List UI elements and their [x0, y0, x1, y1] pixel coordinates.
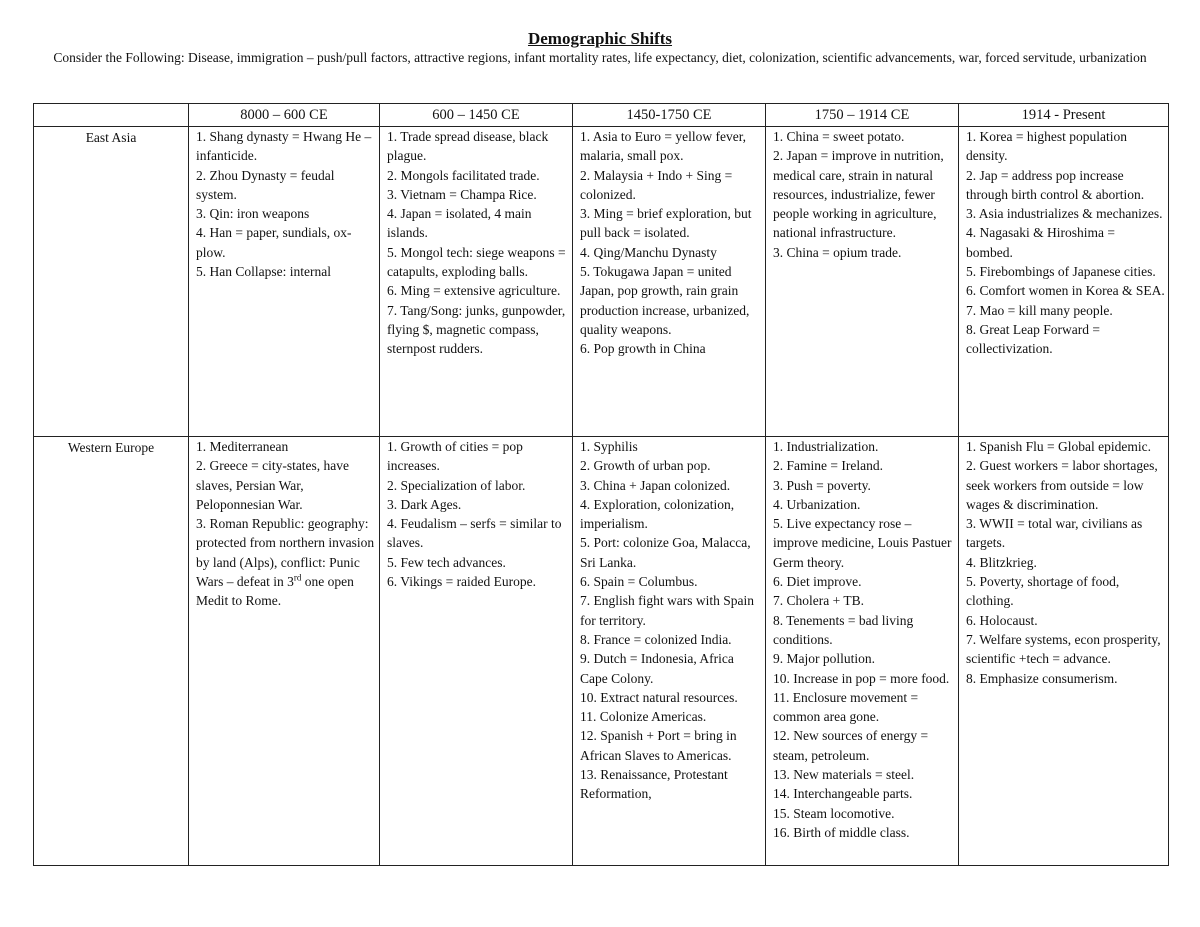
list-item: 13. New materials = steel. [773, 767, 915, 783]
row-header-east-asia: East Asia [34, 127, 189, 437]
list-item: 1. Shang dynasty = Hwang He – infanticide. [196, 129, 372, 164]
list-item: 4. Nagasaki & Hiroshima = bombed. [966, 225, 1115, 260]
list-item: 3. Dark Ages. [387, 496, 462, 512]
list-item: 4. Feudalism – serfs = similar to slaves. [387, 516, 562, 551]
list-item: 6. Vikings = raided Europe. [387, 574, 537, 590]
cell-western-europe-1914-present [959, 437, 1169, 866]
cell-western-europe-1750-1914 [766, 437, 959, 866]
list-item: 1. Industrialization. [773, 439, 879, 454]
list-item: 1. Asia to Euro = yellow fever, malaria, small pox. [580, 129, 747, 164]
list-item: 5. Firebombings of Japanese cities. [966, 264, 1156, 280]
list-item: 15. Steam locomotive. [773, 805, 895, 821]
list-item: 6. Spain = Columbus. [580, 574, 698, 590]
column-header-1450-1750: 1450-1750 CE [573, 104, 766, 127]
list-item: 9. Major pollution. [773, 651, 875, 667]
cell-western-europe-600-1450 [380, 437, 573, 866]
document-title: Demographic Shifts [527, 29, 673, 48]
list-item: 11. Colonize Americas. [580, 709, 707, 725]
list-item: 1. Growth of cities = pop increases. [387, 439, 523, 474]
cell-east-asia-1450-1750 [573, 127, 766, 437]
list-item: 1. Korea = highest population density. [966, 129, 1127, 164]
list-item: 3. China = opium trade. [773, 244, 902, 260]
column-header-1914-present: 1914 - Present [959, 104, 1169, 127]
list-item: 6. Comfort women in Korea & SEA. [966, 283, 1165, 299]
list-item: 2. Japan = improve in nutrition, medical care, strain in natural resources, industrialize, fewer people working in agriculture, national infrastructure. [773, 148, 944, 241]
list-item: 13. Renaissance, Protestant Reformation, [580, 767, 728, 802]
list-item: 16. Birth of middle class. [773, 824, 910, 840]
list-item: 8. Great Leap Forward = collectivization. [966, 321, 1100, 357]
list-item: 7. Tang/Song: junks, gunpowder, flying $, magnetic compass, sternpost rudders. [387, 302, 566, 357]
list-item: 6. Diet improve. [773, 574, 862, 590]
list-item: 1. Trade spread disease, black plague. [387, 129, 549, 164]
cell-east-asia-8000-600 [189, 127, 380, 437]
column-header-8000-600: 8000 – 600 CE [189, 104, 380, 127]
cell-western-europe-1450-1750 [573, 437, 766, 866]
list-item: 3. WWII = total war, civilians as targets. [966, 516, 1143, 551]
list-item: 6. Ming = extensive agriculture. [387, 283, 561, 299]
list-item: 4. Han = paper, sundials, ox-plow. [196, 225, 352, 260]
list-item: 5. Port: colonize Goa, Malacca, Sri Lanka. [580, 535, 751, 570]
list-item: 9. Dutch = Indonesia, Africa Cape Colony. [580, 651, 734, 686]
list-item: 3. Push = poverty. [773, 477, 871, 493]
list-item: 2. Jap = address pop increase through birth control & abortion. [966, 167, 1145, 202]
list-item: 4. Blitzkrieg. [966, 554, 1037, 570]
column-header-1750-1914: 1750 – 1914 CE [766, 104, 959, 127]
list-item: 3. Vietnam = Champa Rice. [387, 186, 537, 202]
list-item: 10. Extract natural resources. [580, 689, 738, 705]
header-row [34, 104, 1169, 127]
list-item: 7. Cholera + TB. [773, 593, 864, 609]
list-item: 2. Specialization of labor. [387, 477, 526, 493]
list-item: 5. Poverty, shortage of food, clothing. [966, 574, 1120, 609]
list-item: 3. Qin: iron weapons [196, 206, 310, 222]
list-item: 4. Urbanization. [773, 496, 861, 512]
cell-western-europe-8000-600 [189, 437, 380, 866]
cell-east-asia-600-1450 [380, 127, 573, 437]
list-item: 2. Famine = Ireland. [773, 458, 883, 474]
list-item: 2. Mongols facilitated trade. [387, 167, 540, 183]
column-header-600-1450: 600 – 1450 CE [380, 104, 573, 127]
list-item: 10. Increase in pop = more food. [773, 670, 950, 686]
table-row [34, 127, 1169, 437]
demographic-shifts-table [33, 103, 1169, 866]
row-header-western-europe: Western Europe [34, 437, 189, 866]
list-item: 7. English fight wars with Spain for territory. [580, 593, 754, 628]
list-item: 5. Mongol tech: siege weapons = catapults, exploding balls. [387, 244, 566, 280]
list-item: 12. Spanish + Port = bring in African Slaves to Americas. [580, 728, 737, 763]
list-item: 7. Welfare systems, econ prosperity, scientific +tech = advance. [966, 631, 1161, 667]
list-item: 5. Tokugawa Japan = united Japan, pop growth, rain grain production increase, urbanized, quality weapons. [580, 264, 750, 337]
list-item: 8. France = colonized India. [580, 631, 732, 647]
list-item: 14. Interchangeable parts. [773, 786, 913, 802]
list-item: 8. Tenements = bad living conditions. [773, 612, 914, 647]
list-item: 4. Qing/Manchu Dynasty [580, 244, 717, 260]
list-item: 7. Mao = kill many people. [966, 302, 1113, 318]
list-item: 6. Holocaust. [966, 612, 1038, 628]
column-header-region [34, 104, 189, 127]
list-item: 2. Guest workers = labor shortages, seek workers from outside = low wages & discrimination. [966, 458, 1158, 512]
list-item: 5. Han Collapse: internal [196, 264, 331, 280]
list-item: 5. Few tech advances. [387, 554, 506, 570]
list-item: 3. Asia industrializes & mechanizes. [966, 206, 1163, 222]
list-item: 2. Zhou Dynasty = feudal system. [196, 167, 335, 202]
list-item: 1. Mediterranean [196, 439, 289, 454]
list-item: 2. Malaysia + Indo + Sing = colonized. [580, 167, 733, 202]
list-item: 2. Greece = city-states, have slaves, Persian War, Peloponnesian War. [196, 458, 350, 512]
list-item: 5. Live expectancy rose – improve medicine, Louis Pastuer Germ theory. [773, 516, 952, 570]
list-item: 4. Japan = isolated, 4 main islands. [387, 206, 532, 241]
list-item: 1. Spanish Flu = Global epidemic. [966, 439, 1151, 454]
cell-east-asia-1914-present [959, 127, 1169, 437]
list-item: 2. Growth of urban pop. [580, 458, 711, 474]
list-item: 3. Roman Republic: geography: protected from northern invasion by land (Alps), conflict: Punic Wars – defeat in 3rd one open Medit to Rome. [196, 516, 375, 609]
list-item: 3. Ming = brief exploration, but pull back = isolated. [580, 206, 752, 241]
list-item: 11. Enclosure movement = common area gone. [773, 689, 919, 725]
table-row [34, 437, 1169, 866]
list-item: 8. Emphasize consumerism. [966, 670, 1118, 686]
list-item: 1. Syphilis [580, 439, 638, 454]
list-item: 4. Exploration, colonization, imperialism. [580, 496, 735, 532]
cell-east-asia-1750-1914 [766, 127, 959, 437]
document-subtitle: Consider the Following: Disease, immigration – push/pull factors, attractive regions, infant mortality rates, life expectancy, diet, colonization, scientific advancements, war, forced servitude, urbanization [53, 50, 1147, 65]
list-item: 12. New sources of energy = steam, petroleum. [773, 728, 929, 763]
list-item: 6. Pop growth in China [580, 341, 706, 357]
list-item: 1. China = sweet potato. [773, 129, 905, 144]
list-item: 3. China + Japan colonized. [580, 477, 731, 493]
